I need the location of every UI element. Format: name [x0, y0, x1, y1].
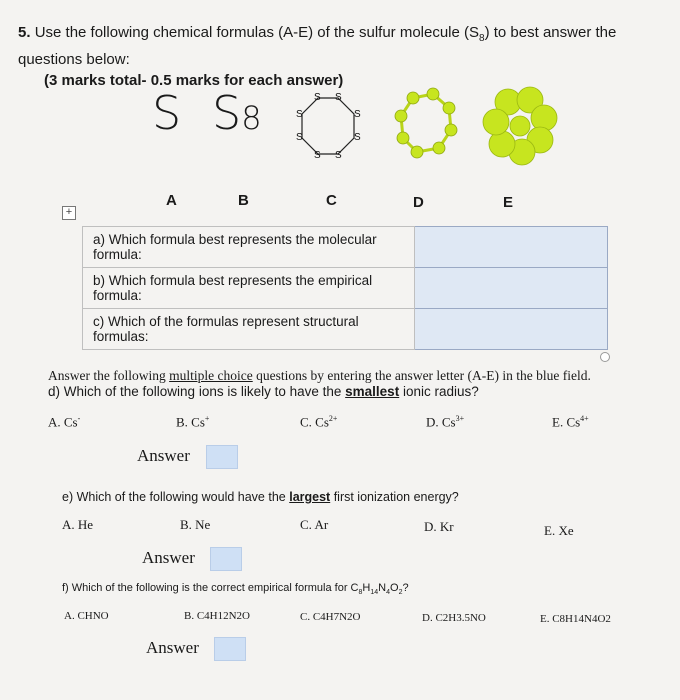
marks-note: (3 marks total- 0.5 marks for each answer): [44, 72, 344, 89]
ring-atom: S: [354, 132, 361, 143]
figure-e-space-filling: [482, 86, 560, 166]
table-question-b: b) Which formula best represents the empirical formula:: [83, 268, 415, 309]
figure-b-formula: S8: [212, 86, 262, 140]
table-expand-icon[interactable]: +: [62, 206, 76, 220]
figure-d-ball-and-stick: [385, 86, 465, 166]
ring-atom: S: [314, 92, 321, 103]
table-row: [83, 309, 608, 350]
table-row: [83, 268, 608, 309]
option-d-b: B. Cs+: [176, 414, 210, 430]
ring-atom: S: [354, 109, 361, 120]
table-question-c: c) Which of the formulas represent structural formulas:: [83, 309, 415, 350]
answer-label-f: Answer: [146, 638, 199, 657]
question-e: e) Which of the following would have the largest first ionization energy?: [62, 490, 459, 504]
figure-label-e: E: [503, 194, 514, 211]
answer-field-c[interactable]: [415, 309, 608, 350]
ring-atom: S: [296, 109, 303, 120]
option-f-a: A. CHNO: [64, 610, 109, 622]
table-row: [83, 227, 608, 268]
answer-field-d[interactable]: [206, 445, 238, 469]
answer-field-b[interactable]: [415, 268, 608, 309]
option-e-e: E. Xe: [544, 523, 574, 538]
figure-label-d: D: [413, 194, 424, 211]
option-d-a: A. Cs-: [48, 414, 81, 430]
option-f-c: C. C4H7N2O: [300, 611, 361, 623]
figure-a-symbol: S: [152, 86, 182, 140]
option-f-d: D. C2H3.5NO: [422, 612, 486, 624]
ring-atom: S: [335, 92, 342, 103]
table-question-a: a) Which formula best represents the molecular formula:: [83, 227, 415, 268]
option-e-a: A. He: [62, 517, 94, 532]
option-d-d: D. $Cs^{3+}$: [426, 414, 465, 430]
figure-label-c: C: [326, 192, 337, 209]
option-e-c: C. Ar: [300, 517, 329, 532]
ring-atom: S: [314, 150, 321, 161]
option-d-c: C. $Cs^{2+}$: [300, 414, 338, 430]
option-f-e: E. C8H14N4O2: [540, 613, 611, 625]
option-d-e: E. $Cs^{4+}$: [552, 414, 589, 430]
question-title: 5. Use the following chemical formulas (A-E) of the sulfur molecule $(S_8)$ to best answer the questions below: (3 marks total- 0.5 marks for each answer): [18, 24, 617, 89]
option-e-b: B. Ne: [180, 517, 211, 532]
answer-label-d: Answer: [137, 446, 190, 465]
figure-label-a: A: [166, 192, 177, 209]
question-d: d) Which of the following ions is likely to have the smallest ionic radius?: [48, 384, 479, 399]
answer-field-e[interactable]: [210, 547, 242, 571]
question-f: f) Which of the following is the correct empirical formula for $C_8H_{14}N_4O_2$?: [62, 582, 409, 597]
ring-atom: S: [296, 132, 303, 143]
mc-instructions: Answer the following multiple choice questions by entering the answer letter (A-E) in the blue field.: [48, 368, 591, 383]
mc-link-text: multiple choice: [169, 368, 253, 383]
answer-field-f[interactable]: [214, 637, 246, 661]
option-f-b: B. C4H12N2O: [184, 610, 251, 622]
answer-label-e: Answer: [142, 548, 195, 567]
table-resize-handle[interactable]: [600, 352, 610, 362]
option-e-d: D. Kr: [424, 519, 454, 534]
figure-c-ring-structure: [286, 86, 370, 166]
answer-field-a[interactable]: [415, 227, 608, 268]
ring-atom: S: [335, 150, 342, 161]
figure-label-b: B: [238, 192, 249, 209]
questions-table: [82, 226, 608, 350]
